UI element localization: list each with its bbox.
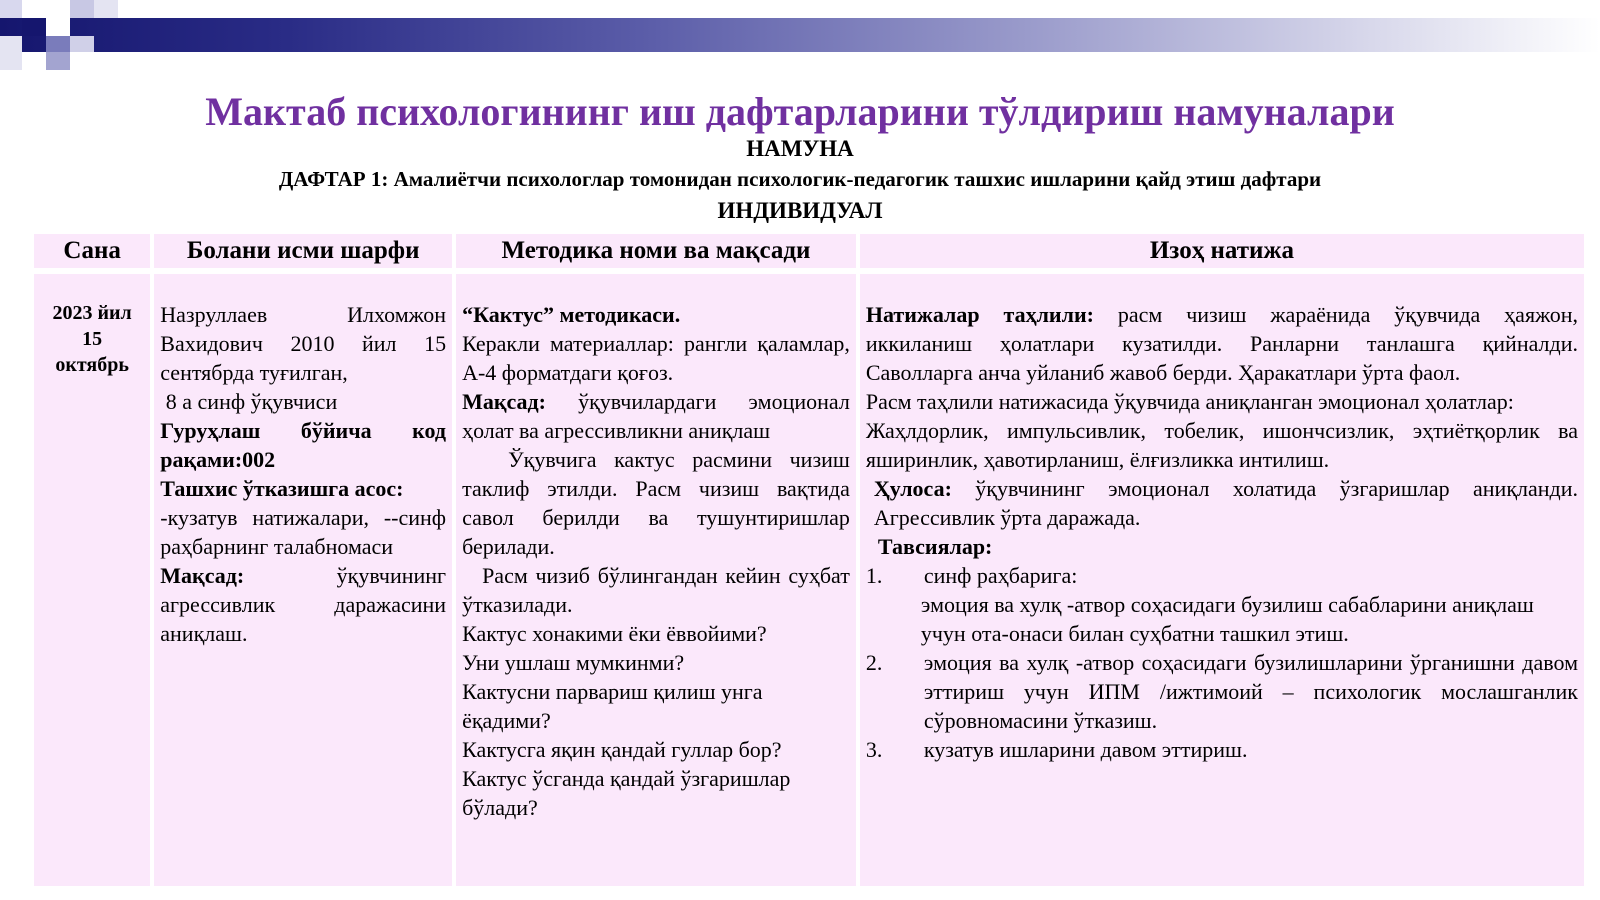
banner-square (46, 52, 70, 70)
column-header-child-name: Болани исми шарфи (154, 234, 452, 268)
method-materials: Керакли материаллар: рангли қаламлар, А-4 форматдаги қоғоз. (462, 331, 850, 385)
notebook-title: ДАФТАР 1: Амалиётчи психологлар томонидан психологик-педагогик ташхис ишларини қайд этиш дафтари (278, 167, 1322, 191)
method-goal-text: ўқувчилардаги эмоционал ҳолат ва агрессивликни аниқлаш (462, 389, 850, 443)
list-item-number: 3. (865, 737, 883, 762)
method-question: Кактусга яқин қандай гуллар бор? (462, 737, 782, 762)
list-item-text: синф раҳбарига: (923, 563, 1078, 588)
column-header-method: Методика номи ва мақсади (456, 234, 856, 268)
banner-square (22, 18, 46, 36)
banner-square (46, 36, 70, 52)
banner-square (0, 0, 22, 18)
basis-text: -кузатув натижалари, --синф раҳбарнинг талабномаси (160, 505, 447, 559)
method-cell (456, 274, 856, 886)
emotional-list: Жаҳлдорлик, импульсивлик, тобелик, ишончсизлик, эҳтиётқорлик ва яширинлик, ҳавотирланиш, ёлғизликка интилиш. (865, 418, 1578, 472)
date-cell (34, 274, 150, 886)
child-goal-text: ўқувчининг агрессивлик даражасини аниқлаш. (160, 563, 447, 646)
date-month: октябрь (55, 354, 129, 376)
emotional-intro: Расм таҳлили натижасида ўқувчида аниқланган эмоционал ҳолатлар: (865, 389, 1514, 414)
banner-square (94, 0, 118, 18)
banner-square (70, 36, 94, 52)
banner-square (46, 18, 70, 36)
child-class: 8 а синф ўқувчиси (160, 389, 338, 414)
method-question: Кактус ўсганда қандай ўзгаришлар бўлади? (462, 766, 791, 820)
banner-square (70, 0, 94, 18)
method-paragraph: Расм чизиб бўлингандан кейин суҳбат ўтказилади. (462, 563, 850, 617)
list-item (866, 735, 1578, 764)
header-banner (0, 18, 1600, 52)
list-item-text: кузатув ишларини давом эттириш. (923, 737, 1248, 762)
date-year: 2023 йил (52, 302, 132, 324)
basis-label: Ташхис ўтказишга асос: (160, 476, 404, 501)
diagnostics-table (30, 234, 1588, 886)
child-cell (154, 274, 452, 886)
list-item-text: эмоция ва хулқ -атвор соҳасидаги бузилишларини ўрганишни давом эттириш учун ИПМ /ижтимоий – психологик мослашганлик сўровномасини ўтказиш. (923, 650, 1578, 733)
analysis-text: расм чизиш жараёнида ўқувчида ҳаяжон, иккиланиш ҳолатлари кузатилди. Ранларни танлашга қийналди. Саволларга анча уйланиб жавоб берди. Ҳаракатлари ўрта фаол. (865, 302, 1578, 385)
notebook-type: ИНДИВИДУАЛ (717, 198, 883, 223)
list-item (866, 561, 1578, 590)
result-cell (860, 274, 1584, 886)
table-header-row (34, 234, 1584, 268)
list-item-number: 1. (865, 563, 883, 588)
list-item (866, 648, 1578, 735)
conclusion-text: ўқувчининг эмоционал холатида ўзгаришлар аниқланди. Агрессивлик ўрта даражада. (873, 476, 1578, 530)
list-item-subtext: эмоция ва хулқ -атвор соҳасидаги бузилиш сабабларини аниқлаш учун ота-онаси билан суҳбатни ташкил этиш. (920, 592, 1534, 646)
date-day: 15 (82, 328, 103, 350)
child-name: Назруллаев Илхомжон Вахидович 2010 йил 15 сентябрда туғилган, (160, 302, 447, 385)
list-item-number: 2. (865, 650, 883, 675)
method-paragraph: Ўқувчига кактус расмини чизиш таклиф этилди. Расм чизиш вақтида савол берилди ва тушунтиришлар берилади. (462, 447, 850, 559)
banner-square (0, 36, 22, 70)
sample-label: НАМУНА (746, 136, 854, 161)
recommendations-label: Тавсиялар: (877, 534, 993, 559)
column-header-result: Изоҳ натижа (860, 234, 1584, 268)
method-title: “Кактус” методикаси. (462, 302, 681, 327)
method-question: Уни ушлаш мумкинми? (462, 650, 685, 675)
conclusion-label: Ҳулоса: (873, 476, 952, 501)
page-title: Мактаб психологининг иш дафтарларини тўлдириш намуналари (205, 89, 1395, 134)
analysis-label: Натижалар таҳлили: (865, 302, 1094, 327)
child-goal-label: Мақсад: (160, 563, 245, 588)
method-question: Кактусни парвариш қилиш унга ёқадими? (462, 679, 763, 733)
method-goal-label: Мақсад: (462, 389, 546, 414)
column-header-date: Сана (34, 234, 150, 268)
method-question: Кактус хонакими ёки ёввойими? (462, 621, 767, 646)
table-row (34, 274, 1584, 886)
group-code: Гуруҳлаш бўйича код рақами:002 (160, 418, 447, 472)
